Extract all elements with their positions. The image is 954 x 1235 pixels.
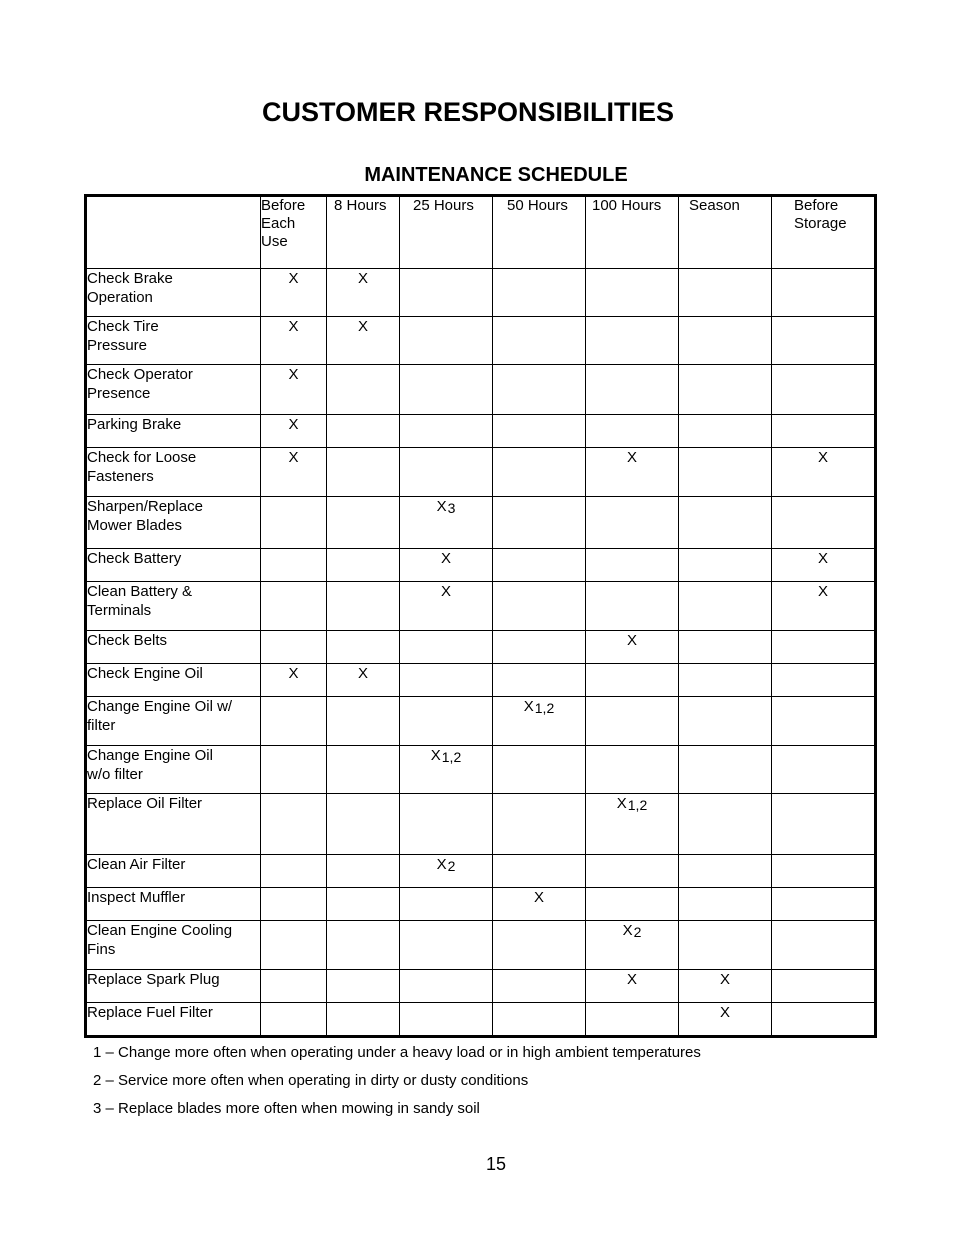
schedule-cell (586, 549, 679, 582)
schedule-cell (327, 921, 400, 970)
schedule-cell (493, 582, 586, 631)
schedule-cell (586, 317, 679, 365)
schedule-cell (772, 497, 876, 549)
schedule-cell (679, 582, 772, 631)
table-row (86, 582, 876, 631)
task-label: Check Tire Pressure (86, 317, 261, 365)
schedule-cell (327, 1003, 400, 1037)
schedule-cell (327, 415, 400, 448)
schedule-cell (679, 448, 772, 497)
task-label: Check Operator Presence (86, 365, 261, 415)
column-header: Season (679, 196, 772, 269)
task-label: Check Belts (86, 631, 261, 664)
schedule-cell (679, 794, 772, 855)
schedule-cell (586, 888, 679, 921)
schedule-cell (400, 921, 493, 970)
schedule-cell (586, 855, 679, 888)
check-mark: X (436, 856, 447, 873)
check-mark: X (288, 416, 299, 433)
schedule-cell (586, 269, 679, 317)
schedule-cell (493, 415, 586, 448)
table-row (86, 746, 876, 794)
schedule-cell (772, 317, 876, 365)
schedule-cell (493, 697, 586, 746)
table-row (86, 855, 876, 888)
check-mark: X (288, 270, 299, 287)
schedule-cell (772, 855, 876, 888)
schedule-cell (493, 549, 586, 582)
schedule-cell (400, 970, 493, 1003)
check-mark: X (626, 632, 637, 649)
schedule-cell (679, 855, 772, 888)
schedule-cell (679, 549, 772, 582)
schedule-cell (772, 549, 876, 582)
schedule-cell (327, 794, 400, 855)
schedule-cell (772, 746, 876, 794)
schedule-cell (400, 549, 493, 582)
schedule-cell (586, 697, 679, 746)
schedule-cell (586, 970, 679, 1003)
schedule-cell (586, 664, 679, 697)
check-mark: X (626, 449, 637, 466)
schedule-cell (327, 697, 400, 746)
section-title: MAINTENANCE SCHEDULE (364, 164, 628, 186)
schedule-cell (772, 1003, 876, 1037)
schedule-cell (679, 697, 772, 746)
check-mark: X (533, 889, 544, 906)
schedule-cell (772, 921, 876, 970)
check-mark: X (288, 665, 299, 682)
task-label: Change Engine Oil w/o filter (86, 746, 261, 794)
task-label: Check Engine Oil (86, 664, 261, 697)
column-header: 100 Hours (586, 196, 679, 269)
schedule-cell (679, 664, 772, 697)
schedule-cell (586, 365, 679, 415)
table-row (86, 549, 876, 582)
table-row (86, 269, 876, 317)
schedule-cell (586, 448, 679, 497)
table-row (86, 365, 876, 415)
schedule-cell (327, 549, 400, 582)
footnotes (93, 1043, 701, 1127)
footnote-2: 2 – Service more often when operating in dirty or dusty conditions (93, 1072, 529, 1089)
check-mark: X (719, 971, 730, 988)
schedule-cell (679, 365, 772, 415)
footnote-reference: 1,2 (441, 749, 462, 765)
table-row (86, 317, 876, 365)
check-mark: X (357, 318, 368, 335)
check-mark: X (719, 1004, 730, 1021)
schedule-cell (327, 855, 400, 888)
schedule-cell (261, 631, 327, 664)
schedule-cell (679, 269, 772, 317)
schedule-cell (586, 794, 679, 855)
footnote-1: 1 – Change more often when operating under a heavy load or in high ambient temperatures (93, 1044, 701, 1061)
check-mark: X (817, 550, 828, 567)
footnote-reference: 3 (447, 500, 456, 516)
schedule-cell (327, 746, 400, 794)
task-label: Replace Spark Plug (86, 970, 261, 1003)
task-label: Parking Brake (86, 415, 261, 448)
check-mark: X (440, 583, 451, 600)
schedule-cell (261, 365, 327, 415)
check-mark: X (430, 747, 441, 764)
table-row (86, 794, 876, 855)
schedule-cell (261, 448, 327, 497)
schedule-cell (400, 415, 493, 448)
maintenance-schedule-table (84, 194, 877, 1038)
task-label: Clean Battery & Terminals (86, 582, 261, 631)
schedule-cell (679, 317, 772, 365)
schedule-cell (493, 664, 586, 697)
check-mark: X (288, 366, 299, 383)
schedule-cell (327, 317, 400, 365)
schedule-cell (400, 269, 493, 317)
table-row (86, 888, 876, 921)
schedule-cell (400, 794, 493, 855)
table-row (86, 497, 876, 549)
schedule-cell (261, 549, 327, 582)
footnote-reference: 1,2 (534, 700, 555, 716)
schedule-cell (400, 1003, 493, 1037)
check-mark: X (622, 922, 633, 939)
schedule-cell (493, 317, 586, 365)
schedule-cell (772, 415, 876, 448)
schedule-cell (772, 970, 876, 1003)
schedule-cell (400, 365, 493, 415)
check-mark: X (436, 498, 447, 515)
schedule-cell (400, 855, 493, 888)
schedule-cell (772, 582, 876, 631)
table-row (86, 664, 876, 697)
schedule-cell (586, 582, 679, 631)
task-label: Clean Engine Cooling Fins (86, 921, 261, 970)
schedule-cell (586, 746, 679, 794)
schedule-cell (772, 631, 876, 664)
check-mark: X (817, 449, 828, 466)
schedule-cell (261, 269, 327, 317)
schedule-cell (679, 921, 772, 970)
schedule-cell (493, 921, 586, 970)
column-header: Before Storage (772, 196, 876, 269)
schedule-cell (261, 746, 327, 794)
schedule-cell (493, 888, 586, 921)
schedule-cell (400, 697, 493, 746)
header-row (86, 196, 876, 269)
schedule-cell (327, 631, 400, 664)
header-corner (86, 196, 261, 269)
schedule-cell (327, 269, 400, 317)
check-mark: X (357, 665, 368, 682)
schedule-cell (261, 317, 327, 365)
schedule-cell (493, 794, 586, 855)
check-mark: X (523, 698, 534, 715)
schedule-cell (261, 921, 327, 970)
footnote-reference: 2 (633, 924, 642, 940)
task-label: Change Engine Oil w/ filter (86, 697, 261, 746)
schedule-cell (772, 888, 876, 921)
schedule-cell (586, 1003, 679, 1037)
schedule-cell (772, 697, 876, 746)
schedule-cell (400, 497, 493, 549)
footnote-reference: 1,2 (627, 797, 648, 813)
task-label: Check Battery (86, 549, 261, 582)
schedule-cell (679, 415, 772, 448)
schedule-cell (679, 970, 772, 1003)
table-row (86, 921, 876, 970)
schedule-cell (327, 970, 400, 1003)
schedule-cell (772, 269, 876, 317)
schedule-cell (586, 497, 679, 549)
schedule-cell (400, 448, 493, 497)
table-row (86, 415, 876, 448)
task-label: Check for Loose Fasteners (86, 448, 261, 497)
schedule-cell (493, 269, 586, 317)
schedule-cell (400, 631, 493, 664)
schedule-cell (261, 888, 327, 921)
schedule-cell (679, 497, 772, 549)
table-row (86, 631, 876, 664)
footnote-reference: 2 (447, 858, 456, 874)
schedule-cell (327, 448, 400, 497)
schedule-cell (586, 415, 679, 448)
schedule-cell (493, 1003, 586, 1037)
schedule-cell (772, 794, 876, 855)
schedule-cell (586, 631, 679, 664)
schedule-cell (679, 888, 772, 921)
schedule-cell (679, 631, 772, 664)
table-row (86, 970, 876, 1003)
check-mark: X (626, 971, 637, 988)
schedule-cell (679, 746, 772, 794)
check-mark: X (616, 795, 627, 812)
column-header: Before Each Use (261, 196, 327, 269)
check-mark: X (357, 270, 368, 287)
task-label: Clean Air Filter (86, 855, 261, 888)
schedule-cell (400, 746, 493, 794)
table-row (86, 1003, 876, 1037)
schedule-cell (772, 664, 876, 697)
check-mark: X (288, 449, 299, 466)
schedule-cell (493, 855, 586, 888)
schedule-cell (261, 794, 327, 855)
schedule-cell (261, 1003, 327, 1037)
schedule-cell (327, 888, 400, 921)
page-number: 15 (485, 1154, 507, 1174)
check-mark: X (288, 318, 299, 335)
task-label: Inspect Muffler (86, 888, 261, 921)
page-title: CUSTOMER RESPONSIBILITIES (261, 97, 675, 127)
schedule-cell (327, 582, 400, 631)
schedule-cell (327, 497, 400, 549)
schedule-cell (261, 664, 327, 697)
schedule-cell (772, 448, 876, 497)
column-header: 8 Hours (327, 196, 400, 269)
schedule-cell (261, 855, 327, 888)
schedule-cell (493, 631, 586, 664)
table-row (86, 697, 876, 746)
check-mark: X (440, 550, 451, 567)
schedule-cell (327, 365, 400, 415)
schedule-cell (327, 664, 400, 697)
schedule-cell (400, 317, 493, 365)
task-label: Replace Fuel Filter (86, 1003, 261, 1037)
schedule-cell (493, 365, 586, 415)
schedule-cell (261, 497, 327, 549)
task-label: Check Brake Operation (86, 269, 261, 317)
schedule-cell (493, 448, 586, 497)
schedule-cell (261, 697, 327, 746)
schedule-cell (493, 970, 586, 1003)
footnote-3: 3 – Replace blades more often when mowing in sandy soil (93, 1100, 480, 1117)
column-header: 25 Hours (400, 196, 493, 269)
schedule-cell (493, 746, 586, 794)
schedule-cell (261, 415, 327, 448)
schedule-cell (493, 497, 586, 549)
task-label: Sharpen/Replace Mower Blades (86, 497, 261, 549)
schedule-cell (586, 921, 679, 970)
schedule-cell (679, 1003, 772, 1037)
schedule-cell (400, 582, 493, 631)
column-header: 50 Hours (493, 196, 586, 269)
schedule-cell (261, 970, 327, 1003)
check-mark: X (817, 583, 828, 600)
schedule-cell (261, 582, 327, 631)
schedule-cell (400, 664, 493, 697)
schedule-cell (400, 888, 493, 921)
schedule-cell (772, 365, 876, 415)
task-label: Replace Oil Filter (86, 794, 261, 855)
table-row (86, 448, 876, 497)
